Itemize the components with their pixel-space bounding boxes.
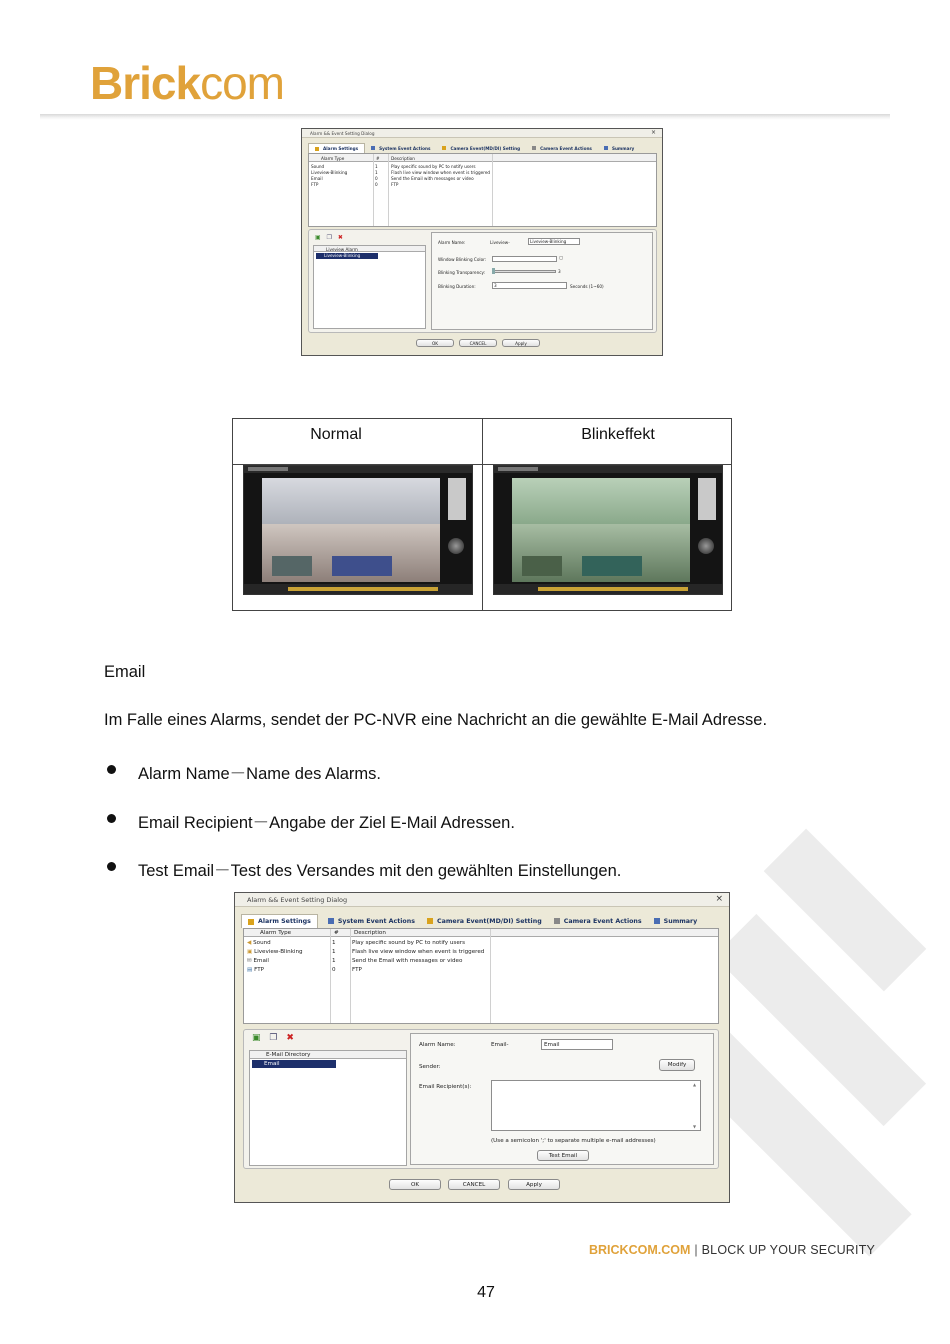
row-description: Play specific sound by PC to notify users — [391, 164, 476, 169]
alarm-name-input[interactable]: Email — [541, 1039, 613, 1050]
cancel-button[interactable]: CANCEL — [459, 339, 497, 347]
add-icon[interactable]: ▣ — [252, 1033, 261, 1043]
column-header[interactable]: # — [334, 930, 339, 936]
list-header: E-Mail Directory — [266, 1052, 311, 1058]
monitor-icon — [371, 146, 375, 150]
camera-icon — [427, 918, 433, 924]
alarm-type-table — [308, 153, 657, 227]
row-count: 1 — [332, 958, 336, 964]
table-row[interactable]: ▤ FTP — [247, 967, 264, 973]
dialog-title: Alarm && Event Setting Dialog — [247, 896, 348, 904]
table-row[interactable]: FTP — [311, 182, 319, 187]
table-row[interactable]: Email — [311, 176, 323, 181]
footer-brand-link[interactable]: BRICKCOM.COM — [589, 1243, 691, 1257]
header-normal: Normal — [310, 426, 362, 443]
delete-icon[interactable]: ✖ — [337, 234, 343, 241]
alarm-detail-pane: Alarm Name: Liveview- Liveview-Blinking Window Blinking Color: ▢ Blinking Transparency: 3 Blinking Duration: 3 Seconds (1~60) — [431, 232, 653, 330]
bell-icon — [248, 919, 254, 925]
alarm-config-group — [308, 229, 657, 333]
row-description: Play specific sound by PC to notify users — [352, 940, 465, 946]
copy-icon[interactable]: ❐ — [326, 234, 332, 241]
tab-alarm-settings[interactable]: Alarm Settings — [308, 143, 365, 153]
summary-icon — [604, 146, 608, 150]
liveview-normal-screenshot — [243, 465, 473, 595]
tab-bar — [241, 914, 723, 928]
camera-action-icon — [532, 146, 536, 150]
row-description: Send the Email with messages or video — [352, 958, 463, 964]
row-description: FTP — [391, 182, 399, 187]
row-description: Flash live view window when event is triggered — [352, 949, 485, 955]
bullet-dot — [107, 765, 116, 774]
row-count: 1 — [332, 949, 336, 955]
bullet-test-email: Test Email－Test des Versandes mit den gewählten Einstellungen. — [138, 862, 622, 880]
row-count: 1 — [332, 940, 336, 946]
table-row[interactable]: Sound — [311, 164, 325, 169]
bullet-alarm-name: Alarm Name－Name des Alarms. — [138, 765, 381, 783]
alarm-config-group — [243, 1029, 719, 1169]
alarm-dialog-screenshot-liveview — [301, 128, 663, 356]
apply-button[interactable]: Apply — [508, 1179, 560, 1190]
ftp-icon: ▤ — [247, 967, 253, 973]
ok-button[interactable]: OK — [416, 339, 454, 347]
column-header[interactable]: Description — [354, 930, 386, 936]
column-header[interactable]: Alarm Type — [321, 156, 345, 161]
alarm-name-input[interactable]: Liveview-Blinking — [528, 238, 580, 245]
tab-camera-event-setting[interactable]: Camera Event(MD/DI) Setting — [436, 143, 526, 153]
dialog-title: Alarm && Event Setting Dialog — [310, 131, 375, 136]
header-blink: Blinkeffekt — [581, 426, 655, 443]
row-count: 0 — [375, 182, 378, 187]
intro-paragraph: Im Falle eines Alarms, sendet der PC-NVR eine Nachricht an die gewählte E-Mail Adresse. — [104, 711, 768, 729]
copy-icon[interactable]: ❐ — [269, 1033, 278, 1043]
list-item-selected[interactable]: Liveview-Blinking — [316, 253, 378, 259]
ok-button[interactable]: OK — [389, 1179, 441, 1190]
row-description: Send the Email with messages or video — [391, 176, 474, 181]
row-count: 1 — [375, 170, 378, 175]
comparison-table — [232, 418, 732, 611]
camera-icon — [442, 146, 446, 150]
column-header[interactable]: # — [376, 156, 380, 161]
tab-alarm-settings[interactable]: Alarm Settings — [241, 914, 318, 928]
header-rule — [40, 114, 890, 120]
email-detail-pane: Alarm Name: Email- Email Sender: Modify Email Recipient(s): ▲ ▼ (Use a semicolon ';' to separate multiple e-mail addresses) Test Email — [410, 1033, 714, 1165]
page-number: 47 — [477, 1284, 495, 1301]
table-row[interactable]: ◀ Sound — [247, 940, 271, 946]
bullet-dot — [107, 814, 116, 823]
duration-input[interactable]: 3 — [492, 282, 567, 289]
section-heading: Email — [104, 663, 146, 681]
tab-camera-event-setting[interactable]: Camera Event(MD/DI) Setting — [421, 914, 548, 928]
scroll-up-icon[interactable]: ▲ — [693, 1082, 697, 1087]
row-count: 1 — [375, 164, 378, 169]
bell-icon — [315, 147, 319, 151]
camera-action-icon — [554, 918, 560, 924]
summary-icon — [654, 918, 660, 924]
sound-icon: ◀ — [247, 940, 252, 946]
color-picker-icon[interactable]: ▢ — [559, 255, 563, 260]
modify-button[interactable]: Modify — [659, 1059, 695, 1071]
scroll-down-icon[interactable]: ▼ — [693, 1124, 697, 1129]
tab-bar — [308, 143, 656, 153]
bullet-email-recipient: Email Recipient－Angabe der Ziel E-Mail Adressen. — [138, 814, 515, 832]
tab-system-event-actions[interactable]: System Event Actions — [365, 143, 436, 153]
column-header[interactable]: Description — [391, 156, 415, 161]
table-row[interactable]: Liveview-Blinking — [311, 170, 348, 175]
tab-camera-event-actions[interactable]: Camera Event Actions — [526, 143, 598, 153]
tab-summary[interactable]: Summary — [648, 914, 704, 928]
tab-system-event-actions[interactable]: System Event Actions — [322, 914, 421, 928]
cancel-button[interactable]: CANCEL — [448, 1179, 500, 1190]
liveview-blink-screenshot — [493, 465, 723, 595]
alarm-dialog-screenshot-email — [234, 892, 730, 1203]
alarm-type-table — [243, 928, 719, 1024]
tab-summary[interactable]: Summary — [598, 143, 640, 153]
table-row[interactable]: ▣ Liveview-Blinking — [247, 949, 303, 955]
liveview-icon: ▣ — [247, 949, 253, 955]
add-icon[interactable]: ▣ — [315, 234, 321, 241]
dialog-titlebar — [302, 129, 662, 138]
row-count: 0 — [375, 176, 378, 181]
apply-button[interactable]: Apply — [502, 339, 540, 347]
bullet-dot — [107, 862, 116, 871]
list-header: Liveview Alarm — [326, 247, 358, 252]
close-icon[interactable]: × — [715, 894, 723, 904]
transparency-slider[interactable] — [492, 270, 556, 273]
brickcom-logo: Brickcom — [90, 57, 284, 109]
slider-thumb[interactable] — [492, 268, 495, 274]
email-recipient-textarea[interactable] — [491, 1080, 701, 1131]
delete-icon[interactable]: ✖ — [286, 1033, 294, 1043]
list-item-selected[interactable]: Email — [252, 1060, 336, 1068]
column-header[interactable]: Alarm Type — [260, 930, 292, 936]
footer-brand: BRICKCOM.COM | BLOCK UP YOUR SECURITY — [589, 1243, 876, 1257]
row-count: 0 — [332, 967, 336, 973]
blinking-color-select[interactable] — [492, 256, 557, 262]
email-directory-list — [249, 1050, 407, 1166]
tab-camera-event-actions[interactable]: Camera Event Actions — [548, 914, 648, 928]
mail-icon: ✉ — [247, 958, 252, 964]
liveview-alarm-list — [313, 245, 426, 329]
close-icon[interactable]: × — [650, 129, 656, 136]
dialog-titlebar — [235, 893, 729, 907]
table-row[interactable]: ✉ Email — [247, 958, 269, 964]
monitor-icon — [328, 918, 334, 924]
test-email-button[interactable]: Test Email — [537, 1150, 589, 1161]
row-description: FTP — [352, 967, 362, 973]
row-description: Flash live view window when event is triggered — [391, 170, 491, 175]
